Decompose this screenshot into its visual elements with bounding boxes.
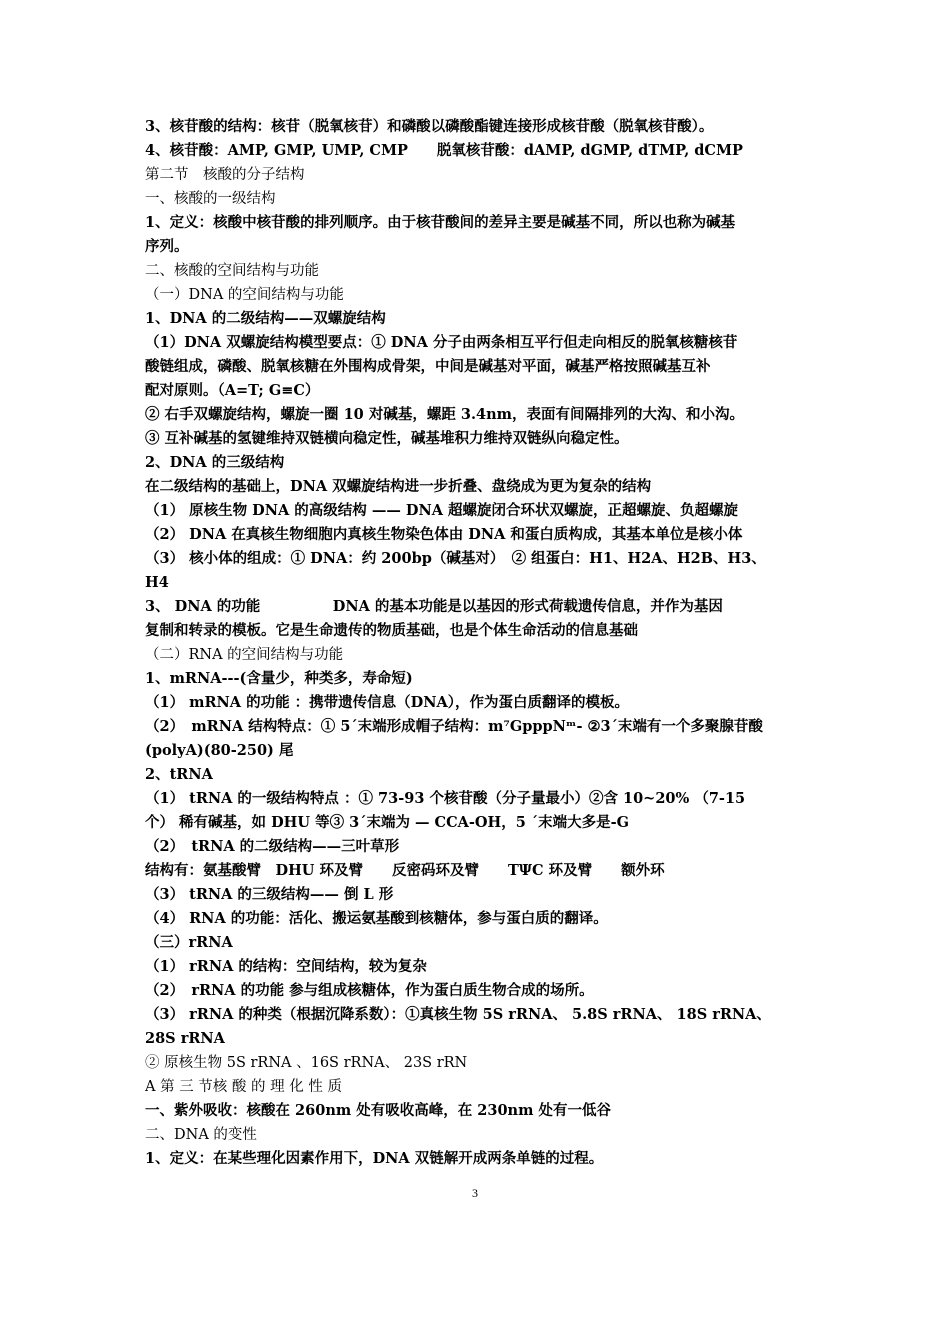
text-line: 配对原则。（A=T; G≡C） [145,382,320,399]
text-line: 个） 稀有碱基，如 DHU 等③ 3´末端为 — CCA-OH，5 ´末端大多是-G [145,814,630,831]
text-line: 2、DNA 的三级结构 [145,454,285,471]
text-line: 1、DNA 的二级结构——双螺旋结构 [145,310,386,327]
text-line: （4） RNA 的功能：活化、搬运氨基酸到核糖体，参与蛋白质的翻译。 [145,910,608,927]
text-line: 3、核苷酸的结构：核苷（脱氧核苷）和磷酸以磷酸酯键连接形成核苷酸（脱氧核苷酸）。 [145,118,714,135]
text-line: （1） mRNA 的功能 ：携带遗传信息（DNA），作为蛋白质翻译的模板。 [145,694,629,711]
text-line: 在二级结构的基础上，DNA 双螺旋结构进一步折叠、盘绕成为更为复杂的结构 [145,478,652,495]
text-line: （二）RNA 的空间结构与功能 [145,647,344,663]
text-line: 一、紫外吸收：核酸在 260nm 处有吸收高峰，在 230nm 处有一低谷 [145,1102,611,1119]
text-line: 1、定义：核酸中核苷酸的排列顺序。由于核苷酸间的差异主要是碱基不同，所以也称为碱基 [145,214,736,231]
subsection-heading: 二、DNA 的变性 [145,1127,257,1143]
text-line: （三）rRNA [145,934,233,951]
text-line: （1）DNA 双螺旋结构模型要点：① DNA 分子由两条相互平行但走向相反的脱氧核糖核苷 [145,334,738,351]
text-line: 结构有：氨基酸臂 DHU 环及臂 反密码环及臂 TΨC 环及臂 额外环 [145,862,665,879]
document-body [145,115,817,1171]
text-line: （2） rRNA 的功能 参与组成核糖体，作为蛋白质生物合成的场所。 [145,982,594,999]
text-line: （3） tRNA 的三级结构—— 倒 L 形 [145,886,394,903]
text-line: ② 右手双螺旋结构，螺旋一圈 10 对碱基，螺距 3.4nm，表面有间隔排列的大沟、和小沟。 [145,406,744,423]
text-line: 4、核苷酸：AMP, GMP, UMP, CMP 脱氧核苷酸：dAMP, dGMP, dTMP, dCMP [145,142,743,159]
text-line: (polyA)(80-250) 尾 [145,742,294,759]
text-line: （3） rRNA 的种类（根据沉降系数）：①真核生物 5S rRNA、 5.8S rRNA、 18S rRNA、 [145,1006,771,1023]
text-line: 2、tRNA [145,766,213,783]
text-line: 28S rRNA [145,1030,225,1047]
text-line: 3、 DNA 的功能 DNA 的基本功能是以基因的形式荷载遗传信息，并作为基因 [145,598,723,615]
subsection-heading: 二、核酸的空间结构与功能 [145,263,319,279]
text-line: （1） rRNA 的结构：空间结构，较为复杂 [145,958,427,975]
subsection-heading: 一、核酸的一级结构 [145,191,276,207]
text-line: （1） 原核生物 DNA 的高级结构 —— DNA 超螺旋闭合环状双螺旋，正超螺旋、负超螺旋 [145,502,739,519]
text-line: （2） mRNA 结构特点：① 5´末端形成帽子结构：m⁷GpppNᵐ- ②3´末端有一个多聚腺苷酸 [145,718,763,735]
text-line: 酸链组成，磷酸、脱氧核糖在外围构成骨架，中间是碱基对平面，碱基严格按照碱基互补 [145,358,711,375]
text-line: ② 原核生物 5S rRNA 、16S rRNA、 23S rRN [145,1055,468,1071]
text-line: （3） 核小体的组成：① DNA：约 200bp（碱基对） ② 组蛋白：H1、H2A、H2B、H3、 [145,550,766,567]
text-line: 复制和转录的模板。它是生命遗传的物质基础，也是个体生命活动的信息基础 [145,622,638,639]
section-heading: 第二节 核酸的分子结构 [145,167,305,183]
text-line: 1、mRNA---(含量少，种类多，寿命短) [145,670,413,687]
page-number: 3 [472,1186,478,1200]
text-line: （2） DNA 在真核生物细胞内真核生物染色体由 DNA 和蛋白质构成，其基本单位是核小体 [145,526,743,543]
text-line: （2） tRNA 的二级结构——三叶草形 [145,838,400,855]
text-line: （一）DNA 的空间结构与功能 [145,287,344,303]
text-line: 序列。 [145,238,189,255]
text-line: （1） tRNA 的一级结构特点 ：① 73-93 个核苷酸（分子量最小）②含 10~20% （7-15 [145,790,746,807]
text-line: H4 [145,574,169,591]
text-line: 1、定义：在某些理化因素作用下，DNA 双链解开成两条单链的过程。 [145,1150,604,1167]
text-line: ③ 互补碱基的氢键维持双链横向稳定性，碱基堆积力维持双链纵向稳定性。 [145,430,629,447]
section-heading: A 第 三 节核 酸 的 理 化 性 质 [145,1079,342,1095]
